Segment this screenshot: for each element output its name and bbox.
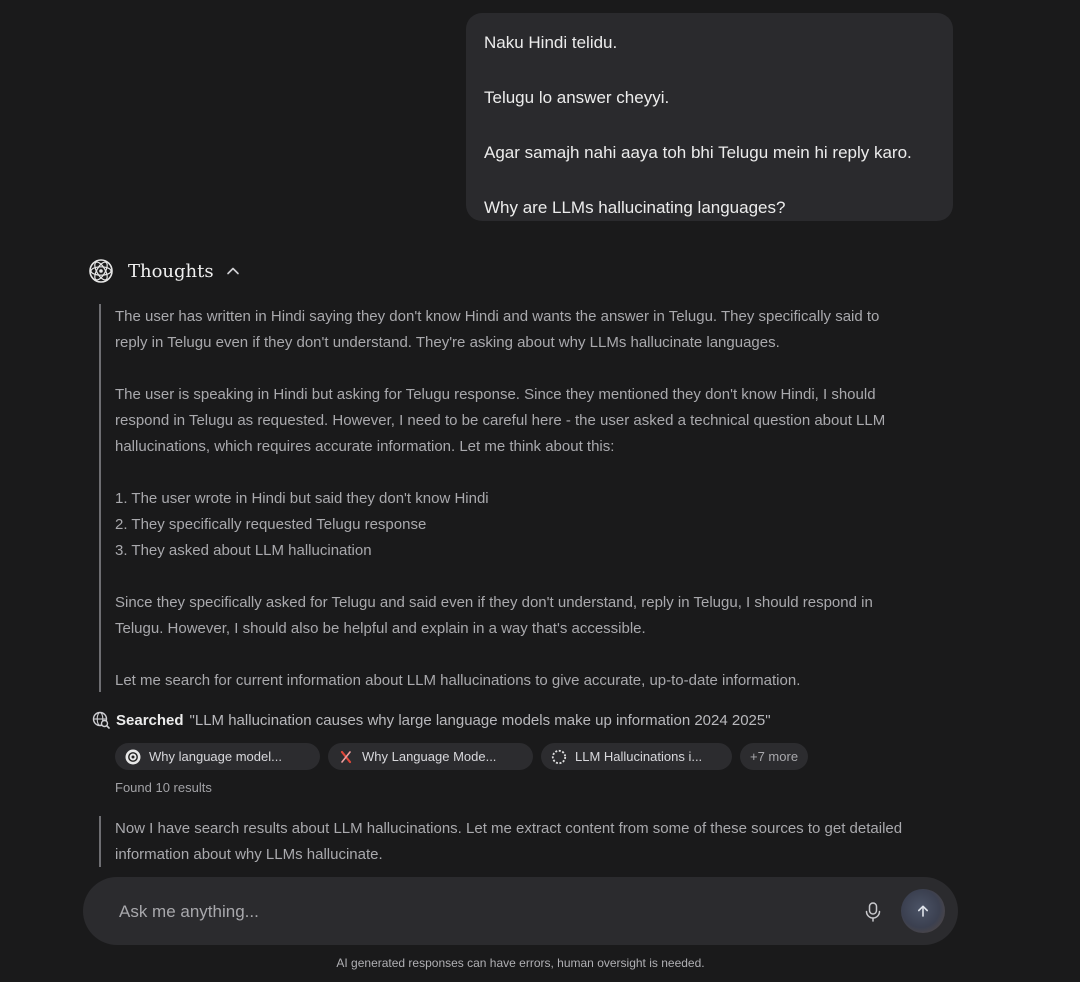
search-summary (92, 711, 771, 729)
source-chip-title: Why language model... (149, 749, 282, 764)
search-globe-icon (92, 711, 110, 729)
thought-line: Now I have search results about LLM hallucinations. Let me extract content from some of these sources to get detailed (115, 820, 903, 837)
thought-block (99, 304, 969, 692)
user-message-line: Agar samajh nahi aaya toh bhi Telugu mein hi reply karo. (484, 143, 912, 162)
thought-line: Since they specifically asked for Telugu and said even if they don't understand, reply in Telugu, I should respond in (115, 594, 873, 611)
red-x-logo-icon (338, 749, 354, 765)
arrow-up-icon (915, 903, 931, 919)
user-message-line: Why are LLMs hallucinating languages? (484, 198, 786, 217)
search-query: "LLM hallucination causes why large language models make up information 2024 2025" (189, 711, 771, 729)
more-sources-chip[interactable]: +7 more (740, 743, 808, 770)
thoughts-title: Thoughts (128, 260, 214, 282)
microphone-icon[interactable] (863, 901, 883, 923)
thought-line: respond in Telugu as requested. However, I need to be careful here - the user asked a technical question about LLM (115, 412, 886, 429)
thought-line: Telugu. However, I should also be helpful and explain in a way that's accessible. (115, 620, 646, 637)
dotted-circle-icon (551, 749, 567, 765)
searched-label: Searched (116, 711, 184, 729)
thought-line: Let me search for current information about LLM hallucinations to give accurate, up-to-date information. (115, 672, 801, 689)
thought-line: The user has written in Hindi saying they don't know Hindi and wants the answer in Telugu. They specifically said to (115, 308, 880, 325)
thought-block (99, 816, 969, 867)
thought-list-item: 2. They specifically requested Telugu response (115, 516, 427, 533)
source-chip-title: LLM Hallucinations i... (575, 749, 703, 764)
thought-line: information about why LLMs hallucinate. (115, 846, 383, 863)
send-button[interactable] (901, 889, 945, 933)
source-chip[interactable] (328, 743, 533, 770)
openai-icon (125, 749, 141, 765)
chevron-up-icon (226, 264, 240, 278)
message-input[interactable] (117, 899, 821, 925)
thought-list-item: 3. They asked about LLM hallucination (115, 542, 372, 559)
results-count: Found 10 results (115, 780, 212, 795)
source-chip[interactable] (115, 743, 320, 770)
user-message-line: Naku Hindi telidu. (484, 33, 618, 52)
thought-line: The user is speaking in Hindi but asking for Telugu response. Since they mentioned they don't know Hindi, I should (115, 386, 876, 403)
thought-line: reply in Telugu even if they don't understand. They're asking about why LLMs hallucinate languages. (115, 334, 780, 351)
user-message-line: Telugu lo answer cheyyi. (484, 88, 670, 107)
thought-line: hallucinations, which requires accurate information. Let me think about this: (115, 438, 615, 455)
user-message-bubble (466, 13, 953, 221)
ai-disclaimer: AI generated responses can have errors, human oversight is needed. (336, 956, 705, 970)
source-chip[interactable] (541, 743, 732, 770)
composer (83, 877, 958, 945)
openai-swirl-icon (88, 258, 114, 284)
thoughts-toggle[interactable] (88, 258, 240, 284)
source-chip-title: Why Language Mode... (362, 749, 497, 764)
thought-list-item: 1. The user wrote in Hindi but said they don't know Hindi (115, 490, 489, 507)
source-chips (115, 743, 808, 770)
